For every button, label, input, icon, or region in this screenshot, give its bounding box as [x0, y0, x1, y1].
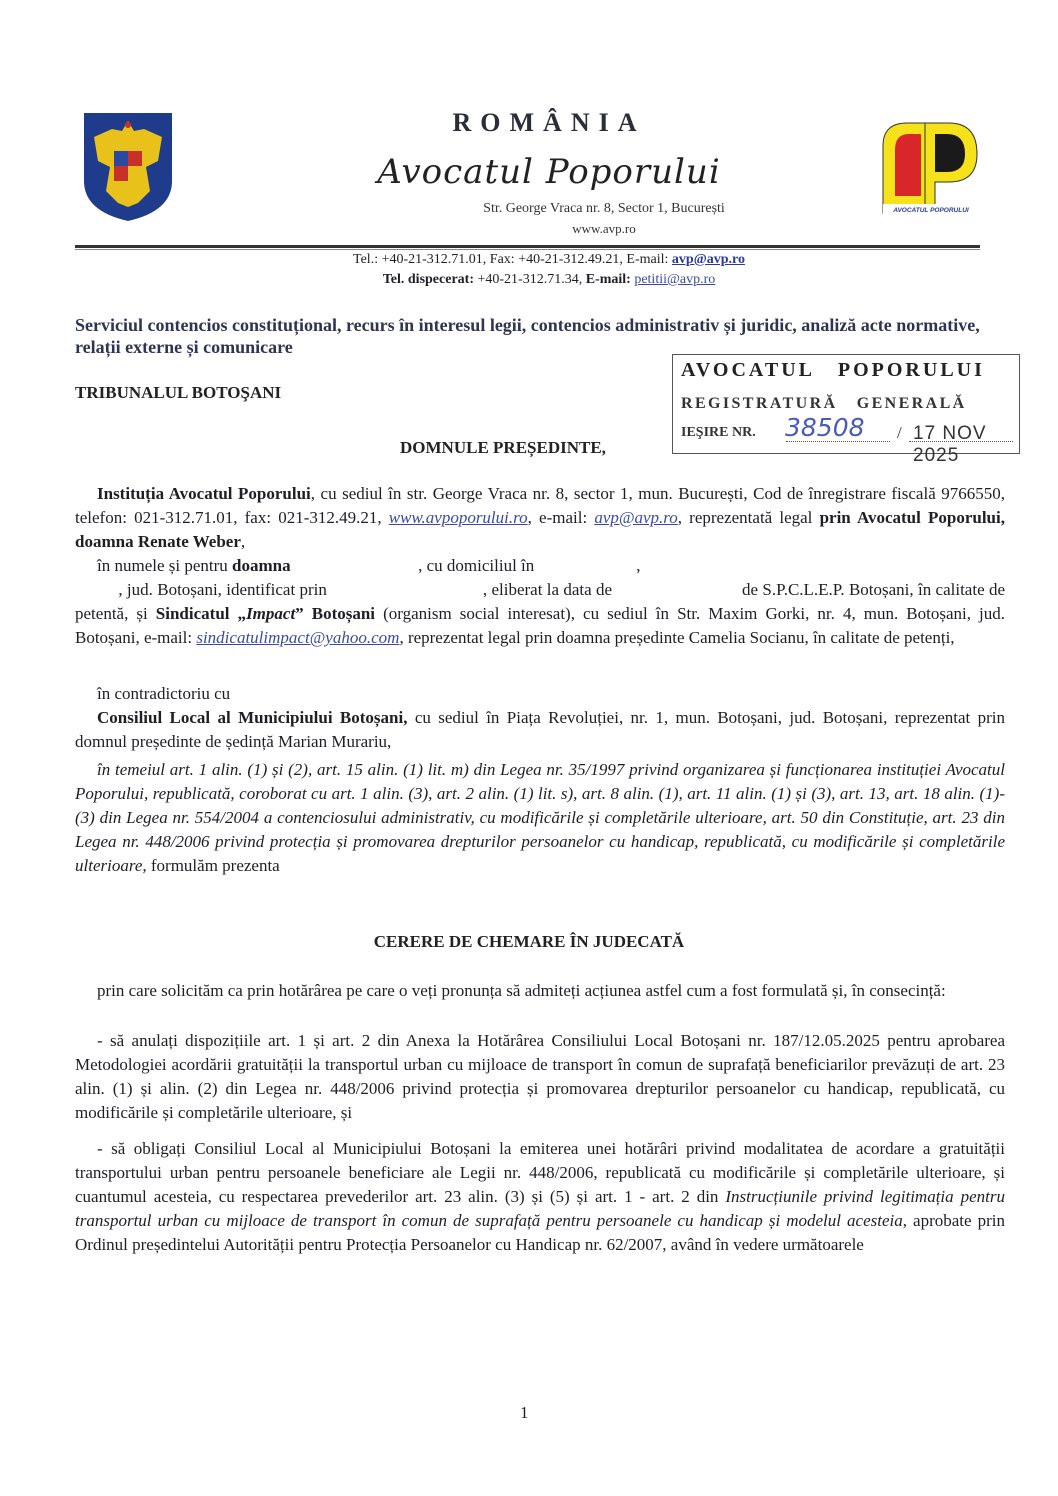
- stamp-line-1: AVOCATUL POPORULUI: [681, 359, 985, 381]
- union-email-link[interactable]: sindicatulimpact@yahoo.com: [196, 628, 400, 647]
- paragraph-on-behalf: în numele și pentru doamna , cu domiciliul în , , jud. Botoșani, identificat prin , eliberat la data de de S.P.C.L.E.P. Botoșani, în calitate de petentă, și Sindicatul „Impact” Botoșani (organism social interesat), cu sediul în Str. Maxim Gorki, nr. 4, mun. Botoșani, jud. Botoșani, e-mail: sindicatulimpact@yahoo.com, reprezentat legal prin doamna președinte Camelia Socianu, în calitate de petenți,: [75, 556, 1010, 647]
- country-title: ROMÂNIA: [452, 108, 646, 137]
- ap-logo-icon: [873, 118, 983, 218]
- svg-text:AVOCATUL POPORULUI: AVOCATUL POPORULUI: [893, 207, 969, 214]
- contact-line-1: Tel.: +40-21-312.71.01, Fax: +40-21-312.49.21, E-mail: avp@avp.ro: [353, 252, 745, 267]
- paragraph-legal-basis: în temeiul art. 1 alin. (1) și (2), art. 15 alin. (1) lit. m) din Legea nr. 35/1997 privind organizarea și funcționarea instituției Avocatul Poporului, republicată, coroborat cu art. 1 alin. (3), art. 2 alin. (1) lit. s), art. 8 alin. (1), art. 11 alin. (1) și (3), art. 13, art. 18 alin. (1)-(3) din Legea nr. 554/2004 a contenciosului administrativ, cu modificările și completările ulterioare, art. 50 din Constituție, art. 23 din Legea nr. 448/2006 privind protecția și promovarea drepturilor persoanelor cu handicap, republicată, cu modificările și completările ulterioare, formulăm prezenta: [75, 760, 1005, 875]
- institution-address: Str. George Vraca nr. 8, Sector 1, București: [483, 201, 725, 216]
- registry-stamp: [672, 354, 1020, 466]
- website-link[interactable]: www.avpoporului.ro: [388, 508, 528, 527]
- addressee: TRIBUNALUL BOTOŞANI: [75, 383, 282, 402]
- header-divider-thin: [75, 249, 980, 250]
- email-link-avp[interactable]: avp@avp.ro: [671, 252, 745, 267]
- header-divider: [75, 245, 980, 248]
- stamp-dots: [786, 441, 890, 442]
- request-item-annul: - să anulați dispozițiile art. 1 și art. 2 din Anexa la Hotărârea Consiliului Local Botoșani nr. 187/12.05.2025 pentru aprobarea Metodologiei acordării gratuității la transportul urban cu mijloace de transport în comun de suprafață beneficiarilor prevăzuți de art. 23 alin. (1) și alin. (2) din Legea nr. 448/2006 privind protecția și promovarea drepturilor persoanelor cu handicap, republicată, cu modificările și completările ulterioare, și: [75, 1031, 1005, 1122]
- stamp-line-2: REGISTRATURĂ GENERALĂ: [681, 395, 967, 412]
- email-link-petitii[interactable]: petitii@avp.ro: [634, 272, 716, 287]
- salutation: DOMNULE PREȘEDINTE,: [400, 438, 606, 457]
- stamp-registration-number: 38508: [785, 413, 865, 442]
- paragraph-contradictory: în contradictoriu cu: [97, 684, 231, 703]
- stamp-dots-2: [909, 441, 1013, 442]
- paragraph-request: prin care solicităm ca prin hotărârea pe care o veți pronunța să admiteți acțiunea astfel cum a fost formulată și, în consecință:: [97, 981, 946, 1000]
- request-item-oblige: - să obligați Consiliul Local al Municipiului Botoșani la emiterea unei hotărâri privind modalitatea de acordare a gratuității transportului urban pentru persoanele beneficiare ale Legii nr. 448/2006, republicată cu modificările și completările ulterioare, și cuantumul acesteia, cu respectarea prevederilor art. 23 alin. (3) și (5) și art. 1 - art. 2 din Instrucțiunile privind legitimația pentru transportul urban cu mijloace de transport în comun de suprafață pentru persoanele cu handicap și modelul acesteia, aprobate prin Ordinul președintelui Autorității pentru Protecția Persoanelor cu Handicap nr. 62/2007, având în vedere următoarele: [75, 1139, 1006, 1254]
- document-heading: CERERE DE CHEMARE ÎN JUDECATĂ: [373, 932, 685, 951]
- institution-website: www.avp.ro: [572, 221, 636, 236]
- institution-script-title: Avocatul Poporului: [377, 152, 721, 192]
- contact-line-2: Tel. dispecerat: +40-21-312.71.34, E-mail: petitii@avp.ro: [382, 272, 716, 287]
- email-link[interactable]: avp@avp.ro: [594, 508, 678, 527]
- stamp-slash: /: [897, 423, 902, 442]
- paragraph-defendant: Consiliul Local al Municipiului Botoșani, cu sediul în Piața Revoluției, nr. 1, mun. Botoșani, jud. Botoșani, reprezentat prin domnul președinte de ședință Marian Murariu,: [75, 708, 1005, 751]
- stamp-exit-label: IEŞIRE NR.: [681, 425, 756, 440]
- department-title: Serviciul contencios constituțional, recurs în interesul legii, contencios administrativ și juridic, analiză acte normative, relații externe și comunicare: [75, 315, 980, 357]
- stamp-date: 17 NOV 2025: [913, 423, 987, 466]
- paragraph-petitioner: Instituția Avocatul Poporului, cu sediul în str. George Vraca nr. 8, sector 1, mun. București, Cod de înregistrare fiscală 9766550, telefon: 021-312.71.01, fax: 021-312.49.21, www.avpoporului.ro, e-mail: avp@avp.ro, reprezentată legal prin Avocatul Poporului, doamna Renate Weber,: [75, 484, 1005, 551]
- page-number: 1: [520, 1403, 529, 1422]
